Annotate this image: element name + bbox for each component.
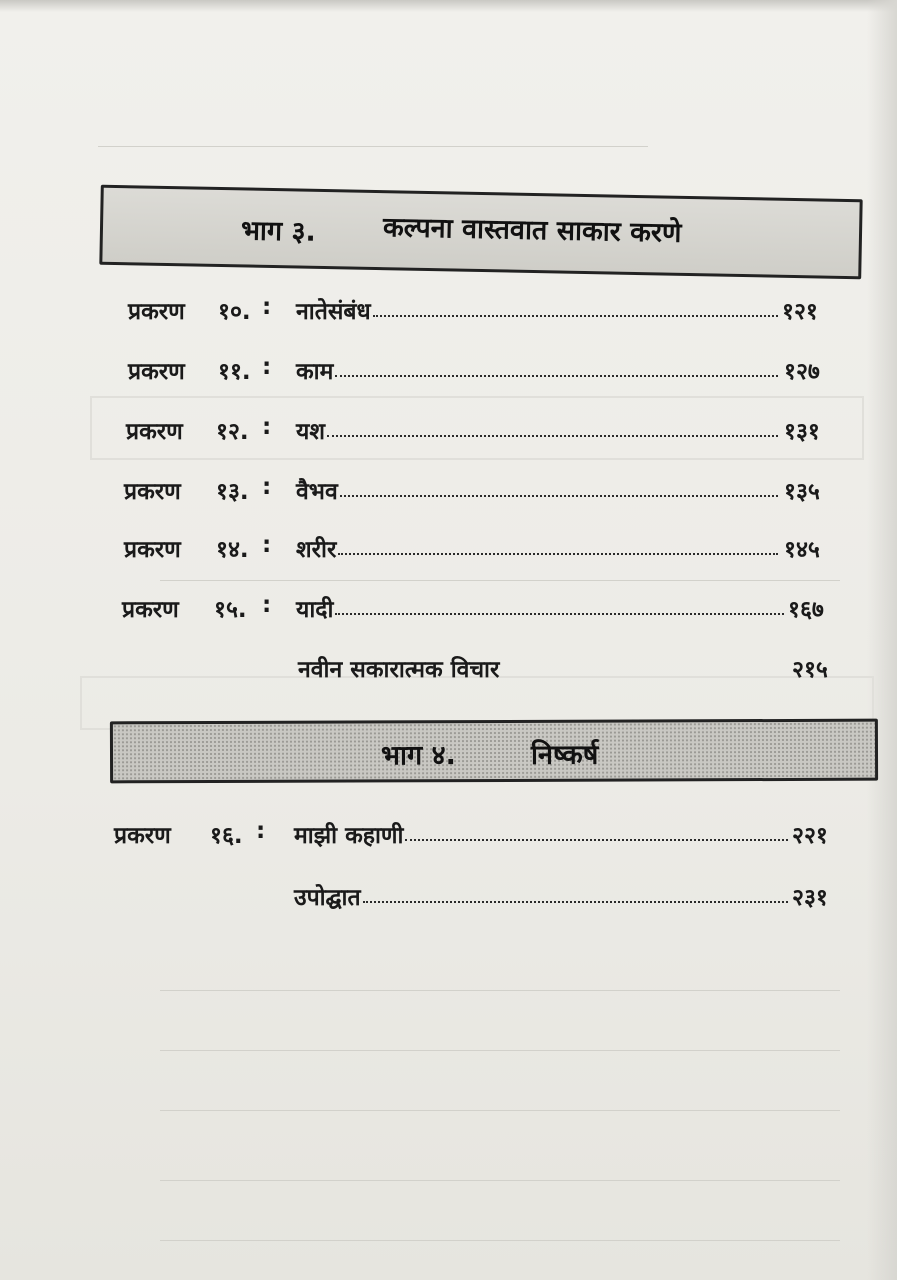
page-number: २३१ — [792, 885, 828, 911]
dot-leader — [327, 435, 778, 437]
chapter-number: १३. — [216, 479, 249, 505]
show-through-line — [160, 1050, 840, 1051]
dot-leader — [335, 375, 778, 377]
chapter-title: काम — [296, 359, 334, 385]
toc-entry — [0, 474, 897, 514]
chapter-number: १२. — [216, 419, 249, 445]
chapter-label: प्रकरण — [114, 823, 171, 849]
chapter-title: नातेसंबंध — [296, 299, 371, 325]
show-through-line — [98, 146, 648, 147]
page-number: २१५ — [792, 657, 828, 683]
chapter-colon: : — [262, 474, 272, 500]
page-number: १३१ — [784, 419, 820, 445]
page-number: १४५ — [784, 537, 820, 563]
toc-entry — [0, 818, 897, 858]
toc-entry — [0, 354, 897, 394]
dot-leader — [340, 495, 778, 497]
chapter-colon: : — [262, 414, 272, 440]
toc-entry — [0, 592, 897, 632]
part-4-title: निष्कर्ष — [530, 739, 599, 771]
chapter-label: प्रकरण — [126, 419, 183, 445]
chapter-number: १४. — [216, 537, 249, 563]
chapter-colon: : — [262, 532, 272, 558]
part-3-header — [99, 185, 862, 280]
chapter-label: प्रकरण — [124, 537, 181, 563]
dot-leader — [363, 901, 788, 903]
dot-leader — [335, 613, 784, 615]
chapter-title: शरीर — [296, 537, 337, 563]
page-number: १२१ — [782, 299, 818, 325]
chapter-label: प्रकरण — [128, 299, 185, 325]
chapter-label: प्रकरण — [124, 479, 181, 505]
chapter-colon: : — [256, 818, 266, 844]
chapter-title: यश — [296, 419, 325, 445]
page-top-shadow — [0, 0, 897, 12]
show-through-line — [160, 1240, 840, 1241]
chapter-colon: : — [262, 294, 272, 320]
chapter-colon: : — [262, 354, 272, 380]
chapter-title: नवीन सकारात्मक विचार — [298, 657, 500, 683]
part-3-label: भाग ३. — [240, 215, 317, 248]
toc-entry — [0, 294, 897, 334]
page-number: १२७ — [784, 359, 820, 385]
dot-leader — [405, 839, 788, 841]
show-through-line — [160, 1110, 840, 1111]
page-right-shadow — [867, 0, 897, 1280]
chapter-number: १०. — [218, 299, 251, 325]
toc-entry — [0, 652, 897, 692]
chapter-title: माझी कहाणी — [294, 823, 404, 849]
chapter-number: १५. — [214, 597, 247, 623]
page-number: २२१ — [792, 823, 828, 849]
part-4-label: भाग ४. — [380, 740, 456, 772]
toc-entry — [0, 414, 897, 454]
show-through-line — [160, 580, 840, 581]
dot-leader — [338, 553, 778, 555]
chapter-label: प्रकरण — [128, 359, 185, 385]
toc-entry — [0, 532, 897, 572]
chapter-number: १६. — [210, 823, 243, 849]
page-number: १६७ — [788, 597, 824, 623]
show-through-line — [160, 990, 840, 991]
part-4-header — [110, 719, 878, 784]
chapter-title: वैभव — [296, 479, 338, 505]
chapter-title: यादी — [296, 597, 334, 623]
toc-entry — [0, 880, 897, 920]
part-3-title: कल्पना वास्तवात साकार करणे — [382, 212, 682, 249]
show-through-line — [160, 1180, 840, 1181]
page-number: १३५ — [784, 479, 820, 505]
dot-leader — [373, 315, 778, 317]
chapter-label: प्रकरण — [122, 597, 179, 623]
chapter-number: ११. — [218, 359, 251, 385]
chapter-colon: : — [262, 592, 272, 618]
chapter-title: उपोद्घात — [294, 885, 361, 911]
